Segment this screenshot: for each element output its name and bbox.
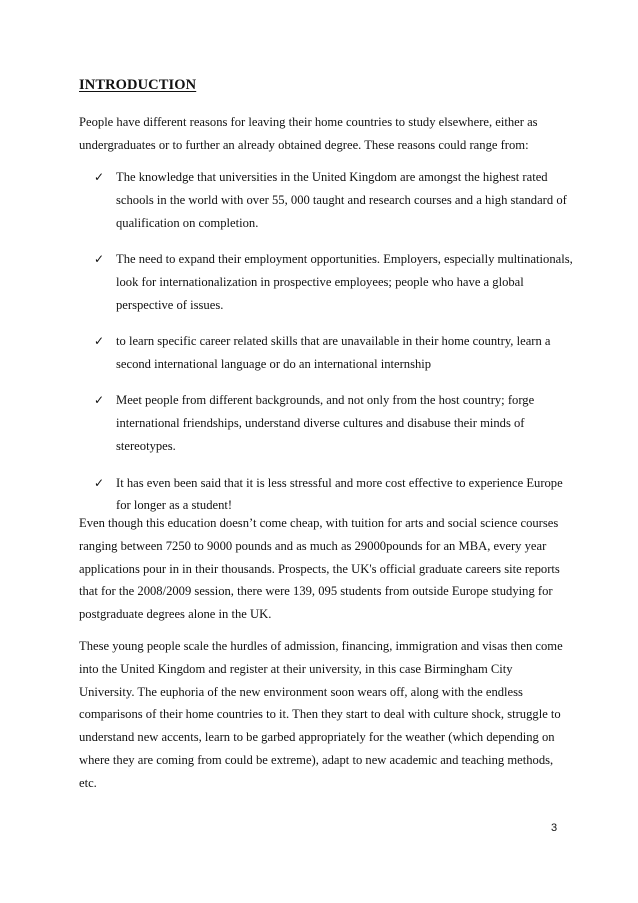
reasons-list (94, 166, 574, 531)
page-number: 3 (551, 822, 558, 834)
tuition-paragraph: Even though this education doesn’t come cheap, with tuition for arts and social science courses ranging between 7250 to 9000 pounds and as much as 29000pounds for an MBA, every year applications pour in in their thousands. Prospects, the UK's official graduate careers site reports that for the 2008/2009 session, there were 139, 095 students from outside Europe studying for postgraduate degrees alone in the UK. (79, 516, 560, 622)
check-mark-icon: ✓ (94, 252, 105, 267)
list-item (94, 389, 574, 457)
list-item-text: Meet people from different backgrounds, and not only from the host country; forge international friendships, understand diverse cultures and disabuse their minds of stereotypes. (116, 393, 535, 454)
section-heading: INTRODUCTION (79, 77, 197, 93)
list-item-text: to learn specific career related skills that are unavailable in their home country, learn a second international language or do an international internship (116, 334, 551, 371)
list-item (94, 330, 574, 376)
check-mark-icon: ✓ (94, 334, 105, 349)
list-item-text: It has even been said that it is less stressful and more cost effective to experience Europe for longer as a student! (116, 475, 563, 513)
list-item-text: The knowledge that universities in the United Kingdom are amongst the highest rated schools in the world with over 55, 000 taught and research courses and a high standard of qualification on completion. (116, 170, 567, 230)
list-item (94, 472, 574, 518)
list-item (94, 248, 574, 316)
list-item (94, 166, 574, 234)
challenges-paragraph: These young people scale the hurdles of admission, financing, immigration and visas then come into the United Kingdom and register at their university, in this case Birmingham City University. The euphoria of the new environment soon wears off, along with the endless comparisons of their home countries to it. Then they start to deal with culture shock, struggle to understand new accents, learn to be garbed appropriately for the weather (which depending on where they are coming from could be extreme), adapt to new academic and teaching methods, etc. (79, 639, 563, 790)
list-item-text: The need to expand their employment opportunities. Employers, especially multinationals, look for internationalization in prospective employees; people who have a global perspective of issues. (116, 252, 573, 312)
check-mark-icon: ✓ (94, 170, 105, 184)
intro-paragraph: People have different reasons for leaving their home countries to study elsewhere, either as undergraduates or to further an already obtained degree. These reasons could range from: (79, 115, 538, 152)
check-mark-icon: ✓ (94, 475, 105, 490)
check-mark-icon: ✓ (94, 393, 105, 408)
